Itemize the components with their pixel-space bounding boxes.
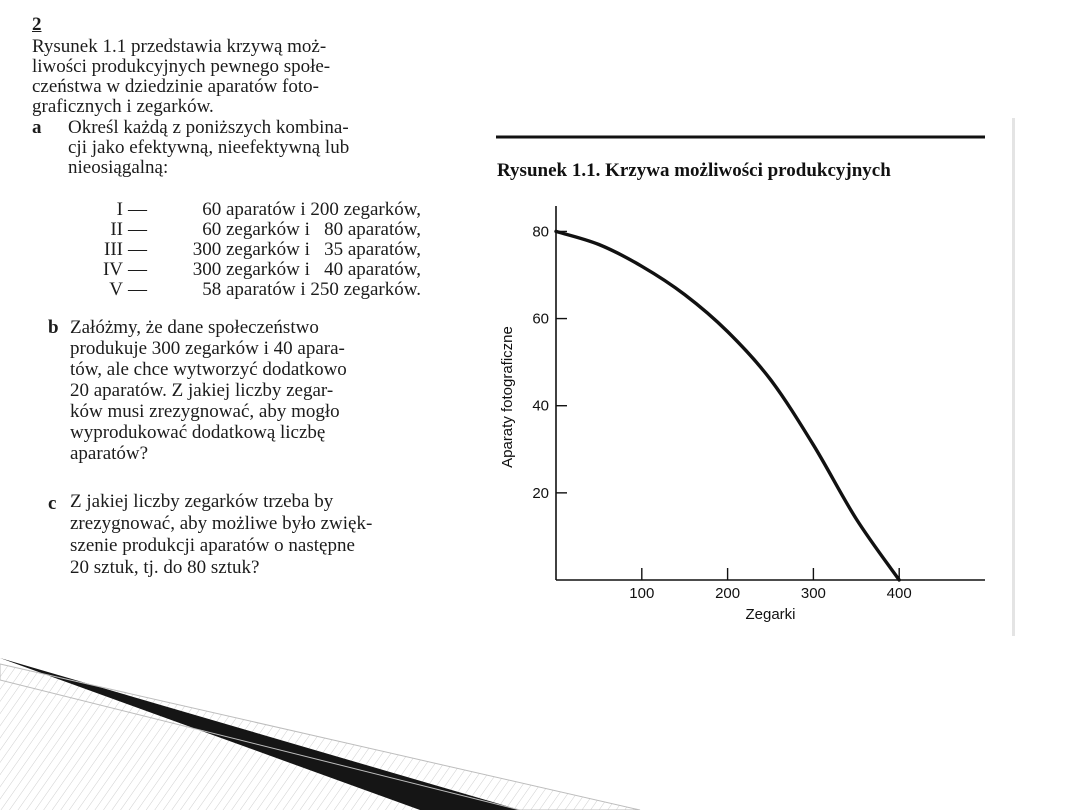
x-axis-label: Zegarki xyxy=(745,606,796,623)
part-c-line: 20 sztuk, tj. do 80 sztuk? xyxy=(70,557,260,578)
combination-dash: — xyxy=(128,199,147,220)
production-possibilities-curve xyxy=(556,231,899,580)
part-b-line: 20 aparatów. Z jakiej liczby zegar- xyxy=(70,380,334,401)
combination-dash: — xyxy=(128,259,147,280)
part-c-line: zrezygnować, aby możliwe było zwięk- xyxy=(70,513,373,534)
combination-roman: IV xyxy=(102,259,123,280)
part-c-line: szenie produkcji aparatów o następne xyxy=(70,535,355,556)
combination-dash: — xyxy=(128,279,147,300)
y-tick-label: 80 xyxy=(532,223,549,241)
part-c-line: Z jakiej liczby zegarków trzeba by xyxy=(70,491,334,512)
combination-text: 300 zegarków i 40 aparatów, xyxy=(192,259,421,280)
combination-text: 60 zegarków i 80 aparatów, xyxy=(202,219,421,240)
part-b-line: wyprodukować dodatkową liczbę xyxy=(70,422,326,443)
combination-dash: — xyxy=(128,239,147,260)
part-c-letter: c xyxy=(48,493,57,514)
part-b-line: tów, ale chce wytworzyć dodatkowo xyxy=(70,359,347,380)
part-b-line: ków musi zrezygnować, aby mogło xyxy=(70,401,340,422)
decorative-stripe-band xyxy=(0,640,1080,810)
x-tick-label: 200 xyxy=(715,585,741,602)
part-b-line: produkuje 300 zegarków i 40 apara- xyxy=(70,338,345,359)
combination-roman: II xyxy=(110,219,123,240)
x-tick-label: 300 xyxy=(800,585,826,602)
plot-area xyxy=(499,206,985,623)
part-b-line: Załóżmy, że dane społeczeństwo xyxy=(70,317,319,338)
combination-text: 300 zegarków i 35 aparatów, xyxy=(192,239,421,260)
part-a-letter: a xyxy=(32,117,42,138)
chart-title: Rysunek 1.1. Krzywa możliwości produkcyjnych xyxy=(497,160,891,181)
combination-roman: I xyxy=(116,199,123,220)
y-axis-label: Aparaty fotograficzne xyxy=(499,326,516,468)
combination-text: 60 aparatów i 200 zegarków, xyxy=(202,199,421,220)
exercise-text-scan xyxy=(28,12,440,602)
intro-line: graficznych i zegarków. xyxy=(32,96,214,117)
part-a-line: nieosiągalną: xyxy=(68,157,169,178)
figure-scan xyxy=(487,118,1015,636)
x-tick-label: 100 xyxy=(629,585,655,602)
intro-line: liwości produkcyjnych pewnego społe- xyxy=(32,56,331,77)
exercise-number: 2 xyxy=(32,14,42,35)
combination-roman: V xyxy=(109,279,123,300)
part-b-letter: b xyxy=(48,317,59,338)
part-b-line: aparatów? xyxy=(70,443,149,464)
x-tick-label: 400 xyxy=(886,585,912,602)
combination-dash: — xyxy=(128,219,147,240)
combination-text: 58 aparatów i 250 zegarków. xyxy=(202,279,421,300)
y-tick-label: 20 xyxy=(532,484,549,502)
intro-line: czeństwa w dziedzinie aparatów foto- xyxy=(32,76,319,97)
intro-line: Rysunek 1.1 przedstawia krzywą moż- xyxy=(32,36,327,57)
part-a-line: Określ każdą z poniższych kombina- xyxy=(68,117,349,138)
part-a-line: cji jako efektywną, nieefektywną lub xyxy=(68,137,350,158)
production-possibilities-chart xyxy=(487,118,1009,636)
y-tick-label: 40 xyxy=(532,397,549,415)
combination-roman: III xyxy=(104,239,123,260)
y-tick-label: 60 xyxy=(532,310,549,328)
